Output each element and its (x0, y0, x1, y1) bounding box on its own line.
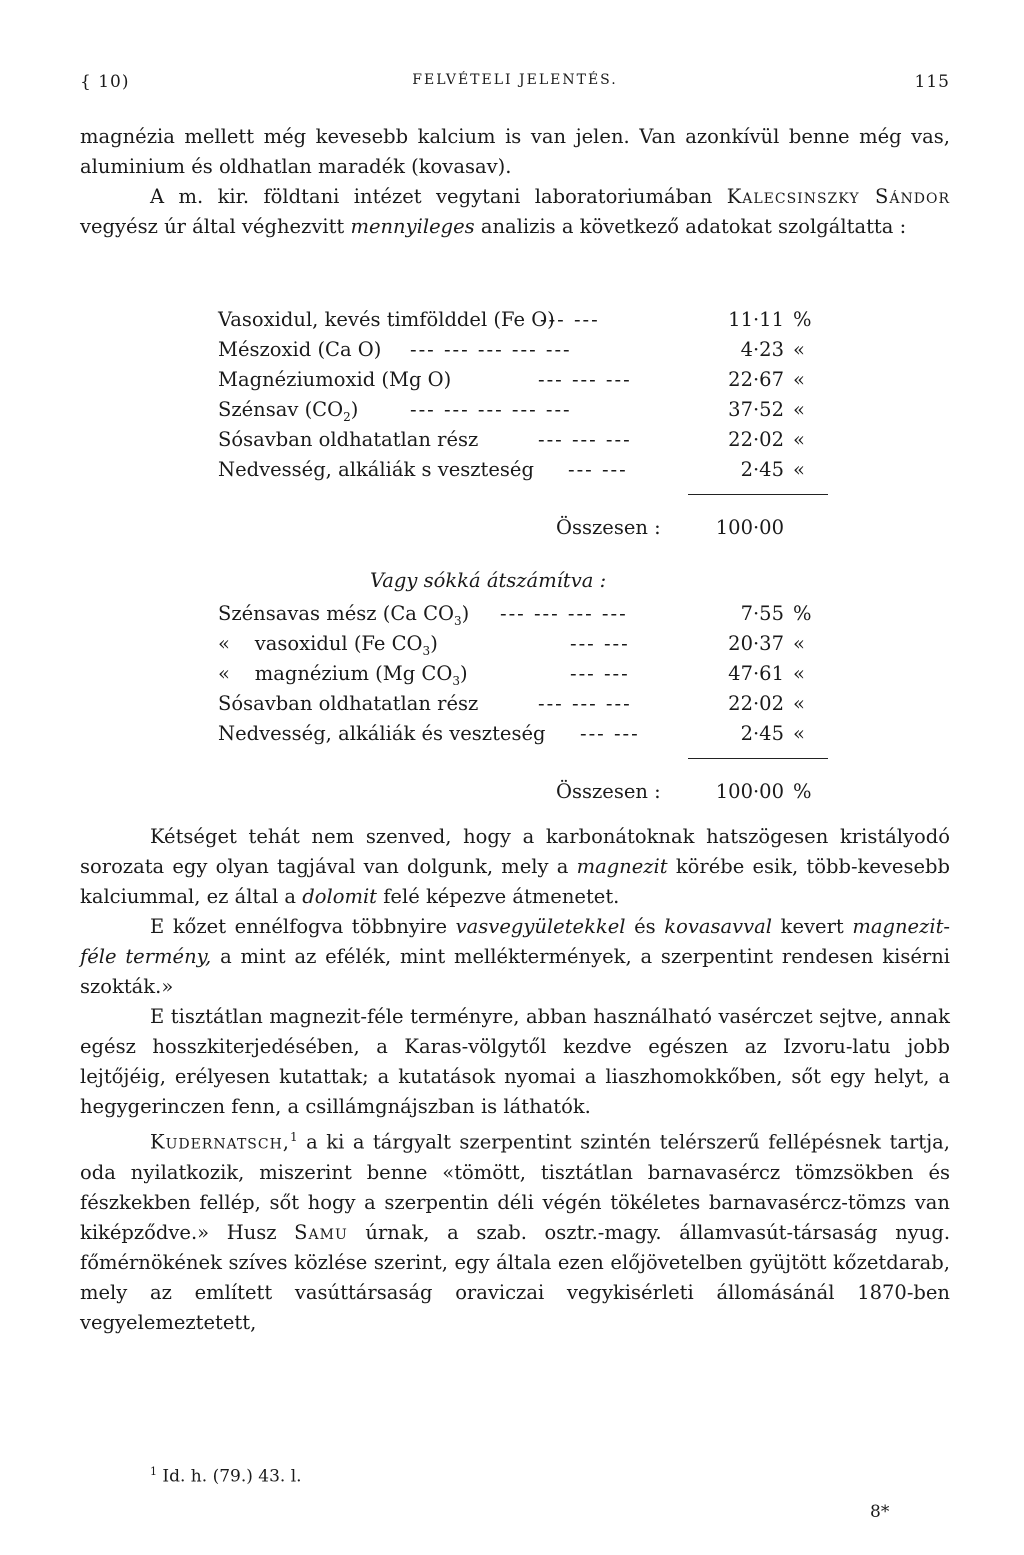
p2-emphasis-3: magnezit-féle termény, (80, 915, 950, 968)
intro-paragraph-2 (80, 182, 950, 242)
p2-emphasis-2: kovasavval (664, 915, 773, 938)
salts-total-row (218, 780, 818, 810)
total-label: Összesen : (556, 780, 661, 803)
salts-row-label: Sósavban oldhatatlan rész (218, 692, 479, 715)
header-section-number: { 10) (80, 72, 130, 92)
chemist-name: Kalecsinszky Sándor (726, 185, 950, 208)
subscript: 2 (343, 409, 351, 424)
p2-text-b: és (634, 915, 656, 938)
p4-text-a: a ki a tárgyalt szerpentint szintén telérszerű fellépésnek tartja, oda nyilatkozik, miszerint benne «tömött, tisztátlan barnavasércz tömzsökben és fészkekben fellép, sőt hogy a szerpentin déli végén tökéletes barnavasércz-tömzs van kiképződve.» Husz (80, 1130, 950, 1244)
subscript: 3 (422, 643, 431, 658)
leader-dots: --- --- (568, 458, 628, 481)
header-page-number: 115 (914, 72, 950, 92)
analysis-row-label (218, 398, 358, 424)
footnote-mark: 1 (150, 1465, 157, 1478)
page-header (80, 72, 950, 102)
body-paragraph-2 (80, 912, 950, 1002)
subscript: 3 (452, 673, 460, 688)
analysis-row-value: 22·02 (728, 428, 784, 451)
leader-dots: --- --- (570, 632, 630, 655)
intro-text (80, 122, 950, 242)
sum-rule (688, 494, 828, 495)
author-name-kudernatsch: Kudernatsch, (150, 1130, 290, 1154)
body-text (80, 822, 950, 1338)
analysis-row-unit: % (793, 308, 812, 331)
leader-dots: --- --- --- --- (500, 602, 628, 625)
label-text: Szénsav (CO (218, 398, 344, 421)
analysis-row-label: Nedvesség, alkáliák s veszteség (218, 458, 534, 481)
analysis-row-label: Magnéziumoxid (Mg O) (218, 368, 452, 391)
salts-row (218, 662, 818, 692)
analysis-row (218, 368, 818, 398)
p2-emphasis-1: vasvegyületekkel (455, 915, 626, 938)
p1-emphasis-magnezit: magnezit (576, 855, 668, 878)
p2-text-d: a mint az efélék, mint melléktermények, a szerpentint rendesen kisérni szokták.» (80, 945, 950, 998)
leader-dots: --- --- (540, 308, 600, 331)
leader-dots: --- --- --- (538, 368, 632, 391)
sum-rule (688, 758, 828, 759)
total-value: 100·00 (715, 780, 784, 803)
subscript: 3 (453, 613, 462, 628)
salts-row (218, 602, 818, 632)
total-value: 100·00 (715, 516, 784, 539)
label-text: Szénsavas mész (Ca CO (218, 602, 454, 625)
analysis-total-row (218, 516, 818, 546)
p4-text-b: úrnak, a szab. osztr.-magy. államvasút-társaság nyug. főmérnökének szíves közlése szerint, egy általa ezen előjövetelben gyüjtött kőzetdarab, mely az említett vasúttársaság oraviczai vegykisérleti állomásánál 1870-ben vegyelemeztetett, (80, 1220, 951, 1334)
salts-row-unit: % (793, 602, 812, 625)
salts-row-value: 47·61 (728, 662, 784, 685)
intro-paragraph-2-part-c: analizis a következő adatokat szolgáltatta : (480, 215, 907, 238)
salts-row-unit: « (793, 692, 805, 715)
p1-text-c: felé képezve átmenetet. (383, 885, 620, 908)
analysis-row-unit: « (793, 458, 805, 481)
salts-row-label (218, 662, 468, 688)
salts-row-unit: « (793, 632, 805, 655)
analysis-row-value: 11·11 (728, 308, 784, 331)
leader-dots: --- --- --- (538, 428, 632, 451)
label-text-end: ) (461, 602, 470, 625)
intro-paragraph-2-part-b: vegyész úr által véghezvitt (80, 215, 345, 238)
salts-row-unit: « (793, 722, 805, 745)
label-text-end: ) (459, 662, 468, 685)
salts-row-value: 7·55 (740, 602, 784, 625)
analysis-row-value: 37·52 (728, 398, 784, 421)
salts-row-value: 2·45 (740, 722, 784, 745)
salts-row-label: Nedvesség, alkáliák és veszteség (218, 722, 546, 745)
analysis-row (218, 458, 818, 488)
analysis-row-unit: « (793, 368, 805, 391)
salts-row-label (218, 632, 438, 658)
salts-row-value: 22·02 (728, 692, 784, 715)
footnote (150, 1465, 302, 1487)
salts-row (218, 722, 818, 752)
salts-row (218, 632, 818, 662)
p2-text-c: kevert (780, 915, 844, 938)
body-paragraph-3: E tisztátlan magnezit-féle terményre, abban használható vasérczet sejtve, annak egész hosszkiterjedésében, a Karas-völgytől kezdve egészen az Izvoru-latu jobb lejtőjéig, erélyesen kutattak; a kutatások nyomai a liaszhomokkőben, sőt egy helyt, a hegygerinczen fenn, a csillámgnájszban is láthatók. (80, 1005, 950, 1118)
p1-emphasis-dolomit: dolomit (302, 885, 378, 908)
label-text: « vasoxidul (Fe CO (218, 632, 423, 655)
analysis-row-label: Sósavban oldhatatlan rész (218, 428, 479, 451)
analysis-row-unit: « (793, 338, 805, 361)
p1-text-a: Kétséget tehát nem szenved, hogy a karbonátoknak hatszögesen kristályodó sorozata egy olyan tagjával van dolgunk, mely a (80, 825, 950, 878)
analysis-row-value: 4·23 (740, 338, 784, 361)
salts-row-label (218, 602, 469, 628)
leader-dots: --- --- (570, 662, 630, 685)
body-paragraph-4 (80, 1122, 950, 1338)
p1-text-b: körébe esik, több-kevesebb kalciummal, ez által a (80, 855, 950, 908)
analysis-row (218, 398, 818, 428)
intro-paragraph-1: magnézia mellett még kevesebb kalcium is van jelen. Van azonkívül benne még vas, aluminium és oldhatlan maradék (kovasav). (80, 125, 950, 178)
analysis-row-unit: « (793, 428, 805, 451)
label-text-end: ) (350, 398, 359, 421)
leader-dots: --- --- --- --- --- (410, 338, 572, 361)
analysis-row (218, 338, 818, 368)
analysis-row-label: Mészoxid (Ca O) (218, 338, 382, 361)
analysis-row-label: Vasoxidul, kevés timfölddel (Fe O) (218, 308, 555, 331)
analysis-row-value: 22·67 (728, 368, 784, 391)
body-paragraph-1 (80, 822, 950, 912)
author-name-samu: Samu (294, 1220, 348, 1244)
total-unit: % (793, 780, 812, 803)
leader-dots: --- --- --- (538, 692, 632, 715)
label-text: « magnézium (Mg CO (218, 662, 453, 685)
leader-dots: --- --- (580, 722, 640, 745)
analysis-row (218, 308, 818, 338)
leader-dots: --- --- --- --- --- (410, 398, 572, 421)
intro-paragraph-2-part-a: A m. kir. földtani intézet vegytani laboratoriumában (150, 185, 713, 208)
footnote-text: Id. h. (79.) 43. l. (162, 1466, 302, 1487)
salts-heading: Vagy sókká átszámítva : (370, 569, 607, 592)
analysis-row-unit: « (793, 398, 805, 421)
analysis-row-value: 2·45 (740, 458, 784, 481)
analysis-row (218, 428, 818, 458)
p2-text-a: E kőzet ennélfogva többnyire (150, 915, 448, 938)
intro-emphasis: mennyileges (350, 215, 475, 238)
salts-row (218, 692, 818, 722)
salts-row-unit: « (793, 662, 805, 685)
signature-mark: 8* (870, 1502, 890, 1522)
footnote-reference: 1 (290, 1130, 298, 1144)
salts-row-value: 20·37 (728, 632, 784, 655)
total-label: Összesen : (556, 516, 661, 539)
label-text-end: ) (430, 632, 438, 655)
header-running-title: FELVÉTELI JELENTÉS. (412, 72, 618, 88)
